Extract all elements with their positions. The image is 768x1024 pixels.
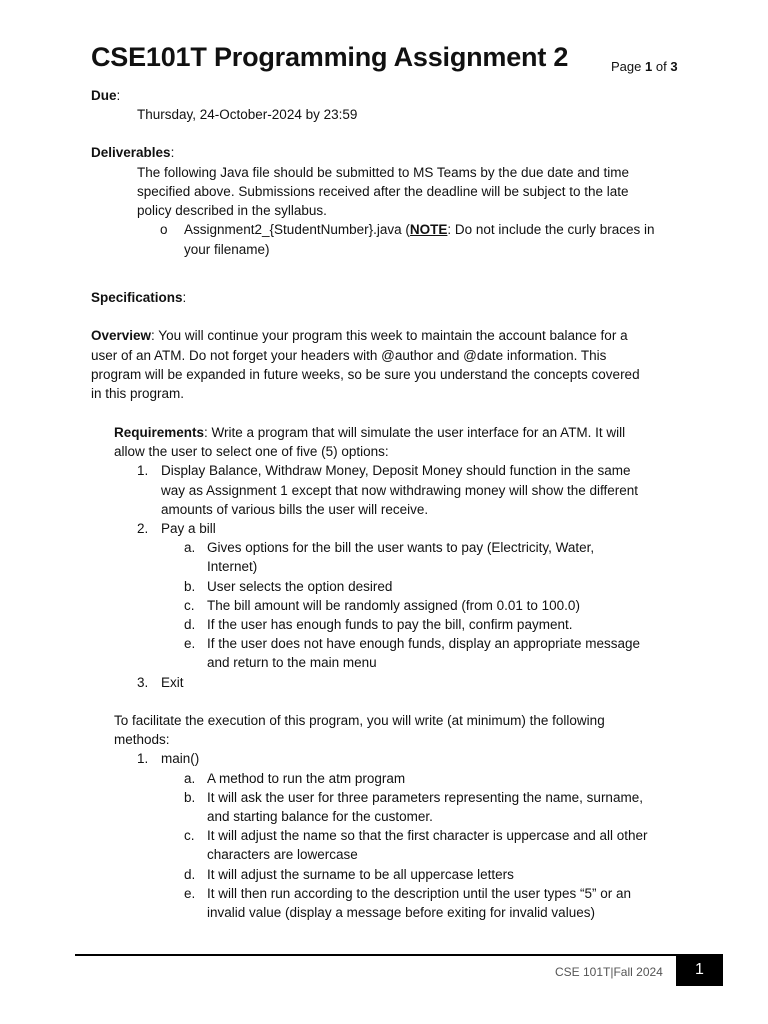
page-label: Page	[611, 59, 642, 74]
list-item-text: main()	[161, 751, 200, 766]
sublist-item-letter: d.	[184, 867, 196, 882]
list-item-number: 1.	[137, 463, 149, 478]
deliverables-text-1: The following Java file should be submitted to MS Teams by the due date and time	[137, 165, 630, 180]
requirements-line-2: allow the user to select one of five (5) options:	[114, 444, 389, 459]
sublist-item-text: User selects the option desired	[207, 579, 393, 594]
sublist-item-letter: e.	[184, 636, 196, 651]
sublist-item-text: The bill amount will be randomly assigned (from 0.01 to 100.0)	[207, 598, 580, 613]
sublist-item-letter: b.	[184, 790, 196, 805]
list-item-number: 1.	[137, 751, 149, 766]
list-item-number: 3.	[137, 675, 149, 690]
sublist-item-text: It will ask the user for three parameters representing the name, surname,	[207, 790, 643, 805]
overview-line-2: user of an ATM. Do not forget your headers with @author and @date information. This	[91, 348, 607, 363]
sublist-item-text: It will adjust the surname to be all uppercase letters	[207, 867, 514, 882]
deliverables-text-3: policy described in the syllabus.	[137, 203, 327, 218]
sublist-item-letter: b.	[184, 579, 196, 594]
sublist-item-letter: e.	[184, 886, 196, 901]
sublist-item-text: and starting balance for the customer.	[207, 809, 433, 824]
sublist-item-text: characters are lowercase	[207, 847, 358, 862]
footer-page-number: 1	[676, 955, 723, 986]
note-label: NOTE	[409, 222, 448, 237]
bullet-marker: o	[160, 222, 168, 237]
deliverables-text-2: specified above. Submissions received after the deadline will be subject to the late	[137, 184, 629, 199]
sublist-item-letter: a.	[184, 771, 196, 786]
sublist-item-letter: c.	[184, 598, 195, 613]
due-label: Due	[91, 88, 117, 103]
requirements-label: Requirements	[114, 425, 205, 440]
deliverable-file-line-2: your filename)	[184, 242, 270, 257]
specifications-label: Specifications	[91, 290, 183, 305]
sublist-item-text: Internet)	[207, 559, 258, 574]
list-item-text: Pay a bill	[161, 521, 216, 536]
page-total: 3	[670, 59, 678, 74]
page-indicator	[611, 59, 678, 74]
sublist-item-text: invalid value (display a message before exiting for invalid values)	[207, 905, 595, 920]
sublist-item-text: and return to the main menu	[207, 655, 377, 670]
list-item-number: 2.	[137, 521, 149, 536]
page-current: 1	[645, 59, 653, 74]
list-item-text: amounts of various bills the user will receive.	[161, 502, 429, 517]
due-heading: Due:	[91, 88, 121, 103]
footer-divider	[75, 954, 723, 956]
file-name-text: Assignment2_{StudentNumber}.java (	[184, 222, 410, 237]
page-title: CSE101T Programming Assignment 2	[91, 42, 569, 72]
sublist-item-letter: c.	[184, 828, 195, 843]
due-value: Thursday, 24-October-2024 by 23:59	[137, 107, 358, 122]
overview-line-3: program will be expanded in future weeks, so be sure you understand the concepts covered	[91, 367, 640, 382]
requirements-text-1: : Write a program that will simulate the user interface for an ATM. It will	[204, 425, 626, 440]
deliverable-file-line-1	[184, 220, 655, 239]
sublist-item-text: Gives options for the bill the user wants to pay (Electricity, Water,	[207, 540, 595, 555]
overview-line-1	[91, 326, 628, 345]
sublist-item-text: A method to run the atm program	[207, 771, 406, 786]
footer-course: CSE 101T|Fall 2024	[555, 965, 663, 979]
methods-intro-1: To facilitate the execution of this program, you will write (at minimum) the following	[114, 713, 605, 728]
deliverables-label: Deliverables	[91, 145, 171, 160]
page-of: of	[655, 59, 667, 74]
overview-line-4: in this program.	[91, 386, 185, 401]
sublist-item-text: If the user does not have enough funds, display an appropriate message	[207, 636, 641, 651]
overview-label: Overview	[91, 328, 152, 343]
sublist-item-text: If the user has enough funds to pay the bill, confirm payment.	[207, 617, 573, 632]
methods-intro-2: methods:	[114, 732, 170, 747]
specifications-heading: Specifications:	[91, 290, 187, 305]
note-text: : Do not include the curly braces in	[447, 222, 655, 237]
list-item-text: Exit	[161, 675, 184, 690]
sublist-item-letter: a.	[184, 540, 196, 555]
sublist-item-text: It will then run according to the description until the user types “5” or an	[207, 886, 631, 901]
list-item-text: Display Balance, Withdraw Money, Deposit Money should function in the same	[161, 463, 631, 478]
overview-text-1: : You will continue your program this week to maintain the account balance for a	[151, 328, 628, 343]
sublist-item-text: It will adjust the name so that the first character is uppercase and all other	[207, 828, 648, 843]
list-item-text: way as Assignment 1 except that now withdrawing money will show the different	[161, 483, 638, 498]
deliverables-heading: Deliverables:	[91, 145, 175, 160]
requirements-line-1	[114, 423, 625, 442]
sublist-item-letter: d.	[184, 617, 196, 632]
